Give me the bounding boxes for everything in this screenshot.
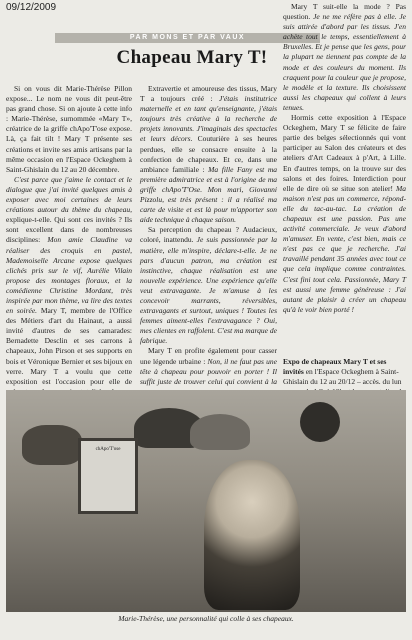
quote: J'étais institutrice maternelle et en tant qu'enseignante, j'étais toujours très créative à la recherche de projets innovants. J'imaginais des spectacles et leurs décors. xyxy=(140,94,277,144)
photo-caption: Marie-Thérèse, une personnalité qui colle à ses chapeaux. xyxy=(118,614,294,623)
paragraph xyxy=(140,225,277,346)
hat-on-stand-image xyxy=(190,414,250,450)
hat-on-stand-image xyxy=(22,425,82,465)
quote: J'ai autant de plaisir à créer un chapeau qu'à le voir bien porté ! xyxy=(283,284,407,314)
text: Mary T suit-elle la mode ? Pas question. xyxy=(283,2,406,22)
exhibition-title: Expo de chapeaux Mary T et ses invités xyxy=(283,357,387,377)
text: Extravertie et amoureuse des tissus, Mary T a toujours créé : xyxy=(140,84,277,104)
text: Mary T, membre de l'Office des Métiers d'art du Hainaut, a aussi invité d'autres de ses camarades: Bernadette Desclin et ses carrons à chapeaux, John Pirson et ses supports en bois et Véronique Bernier et ses bijoux en verre. Mary T a voulu que cette exposition est l'occasion pour elle de xyxy=(6,306,132,386)
framed-sign-text: chApo'T'ose xyxy=(95,447,121,452)
quote: Je suis passionnée par la matière, elle m'inspire, déclare-t-elle. Je ne pars d'aucun patron, ma création est instinctive, chaque réalisation est une nouvelle expérience. Une expérience qu'elle veut extravagante. Je m'amuse à les concevoir marrants, réversibles, extravagants et surtout, uniques ! Toutes les femmes aiment-elles l'extravagance ? Oui, mes clientes en raffolent. C'est ma marque de fabrique. xyxy=(140,235,277,346)
quote: Ma fille Fany est ma première admiratrice et est à l'origine de ma griffe chApo'T'Ose. Mon mari, Giovanni Pizzolu, est très présent : il a réalisé ma carte de visite et est là pour m'apporter son aide technique à chaque saison. xyxy=(140,164,277,225)
section-rubric: PAR MONS ET PAR VAUX xyxy=(55,33,320,43)
article-column-2 xyxy=(140,84,277,397)
framed-sign xyxy=(78,438,138,514)
paragraph: Si on vous dit Marie-Thérèse Pillon expose... Le nom ne vous dit peut-être pas grand chose. Si on ajoute à cette info : Marie-Thérèse, surnommée «Mary T», créatrice de la griffe chApo'T'ose expose. Là, ça fait tilt ! Mary T présente ses créations et invite ses amis artisans par la même occasion en l'Espace Ockeghem à Saint-Ghislain du 12 au 20 décembre. xyxy=(6,84,132,174)
paragraph xyxy=(140,84,277,225)
quote: Non, il ne faut pas une tête à chapeau pour pouvoir en porter ! Il suffit juste de trouver celui qui convient à la xyxy=(140,356,277,386)
quote: C'est parce que j'aime le contact et le dialogue que j'ai invité quelques amis à exposer avec moi certaines de leurs créations autour du thème du chapeau, xyxy=(6,174,132,215)
quote: Je ne me réfère pas à elle. Je suis attirée d'abord par les tissus. J'en achète tout le temps, essentiellement à Bruxelles. Et je pense que les gens, pour la plupart ne tiennent pas compte de la mode et des couleurs du moment. Ils craquent pour la couleur que je propose, le modèle et la texture. Ils choisissent aussi les chapeaux qui collent à leurs tenues. xyxy=(283,12,407,112)
print-date: 09/12/2009 xyxy=(6,2,57,13)
hat-on-stand-image xyxy=(300,402,340,442)
text: Hormis cette exposition à l'Espace Ockeghem, Mary T se félicite de faire partie des belges sélectionnés qui vont participer au Salon des créateurs et des ateliers d'Art Cadeaux à p'Art, à Lille. En d'autres temps, on la trouve sur des salons et des foires. Interdiction pour elle de dire où se situe son atelier! xyxy=(283,113,406,193)
article-column-3 xyxy=(283,2,406,315)
quote: Ma maison n'est pas un commerce, répond-elle du tac-au-tac. La création de chapeaux est une passion. Pas une activité commerciale. Je veux d'abord m'amuser. En vente, c'est bien, mais ce n'est pas ce que je recherche. J'ai travaillé pendant 35 années avec tout ce que cela implique comme contraintes. C'est fini tout cela. Passionnée, Mary T est aussi une femme généreuse : xyxy=(283,183,406,294)
exhibition-details: en l'Espace Ockeghem à Saint-Ghislain du 12 au 20/12 – accès. du lun xyxy=(283,367,402,387)
quote: Mon amie Claudine va réaliser des croquis en pastel, Mademoiselle Arcane expose quelques clichés pris sur le vif, Aurélie Vilain propose des montages floraux, et la comédienne Christine Mordant, très inspirée par mon thème, va lire des textes en soirée. xyxy=(6,235,133,316)
text: explique-t-elle. Qui sont ces invités ? Ils sont excellent dans de nombreuses disciplines: xyxy=(6,215,132,245)
portrait-of-creator xyxy=(204,460,300,610)
article-column-1 xyxy=(6,84,132,437)
text: Couturière à ses heures perdues, elle se consacre ensuite à la confection de chapeaux. Et ce, dans une ambiance familiale : xyxy=(140,134,277,174)
text: Sa perception du chapeau ? Audacieux, coloré, inattendu. xyxy=(140,225,277,245)
paragraph xyxy=(283,2,406,113)
paragraph xyxy=(283,113,406,315)
text: Mary T en profite également pour casser une légende urbaine : xyxy=(140,346,277,366)
headline: Chapeau Mary T! xyxy=(116,47,268,68)
